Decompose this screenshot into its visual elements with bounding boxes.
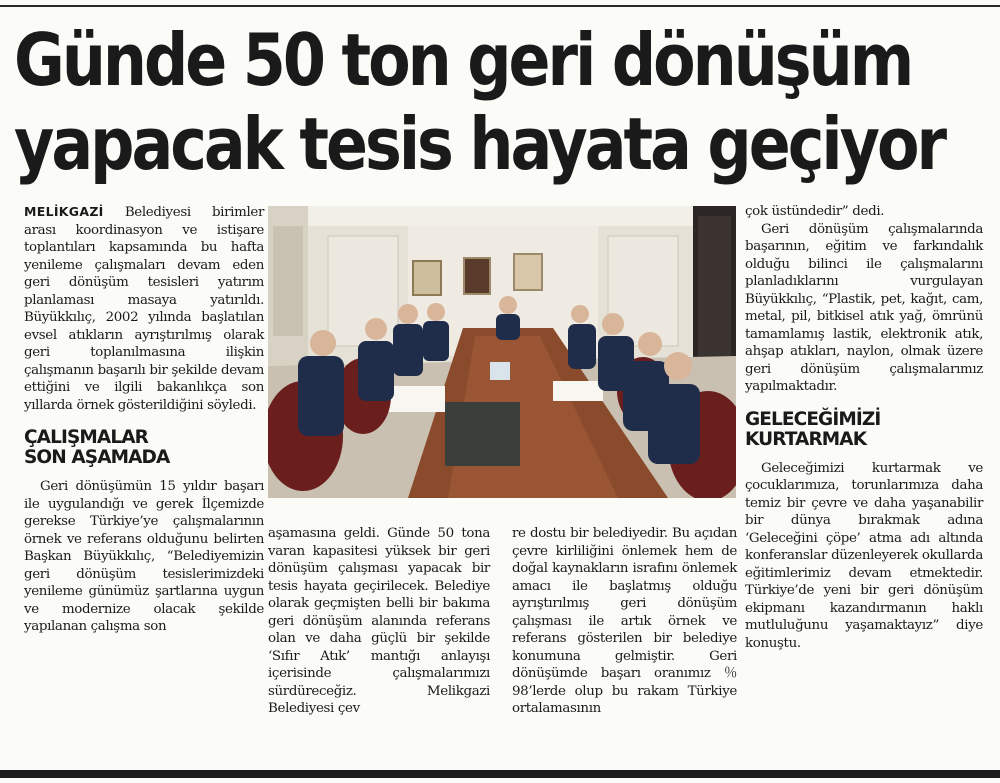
article-column-2 [268,525,490,718]
headline-line-2: yapacak tesis hayata geçiyor [14,102,945,186]
headline [14,18,945,186]
body-paragraph: çok üstündedir” dedi. [745,204,885,219]
subhead-line-2: KURTARMAK [745,428,867,450]
meeting-photo [268,206,736,498]
lead-paragraph [24,203,264,414]
headline-line-1: Günde 50 ton geri dönüşüm [14,18,912,102]
body-paragraph: Geri dönüşüm çalışmalarında başarının, eğitim ve farkındalık olduğu bilinci ile çalışmalarını planladıklarını vurgulayan Büyükkılıç, “Plastik, pet, kağıt, cam, metal, pil, bitkisel atık yağ, ömrünü tamamlamış lastik, elektronik atık, ahşap atıkları, naylon, olmak üzere geri dönüşüm çalışmalarımız yapılmaktadır. [745,221,983,394]
lead-text: Belediyesi birimler arası koordinasyon ve istişare toplantıları kapsamında bu hafta yenileme çalışmaları devam eden geri dönüşüm tesisleri yatırım planlaması masaya yatırıldı. Büyükkılıç, 2002 yılında başlatılan evsel atıkların ayrıştırılmış olarak geri toplanılmasına ilişkin çalışmanın başarılı bir şekilde devam ettiğini ve ilgili bakanlıkça son yıllarda örnek gösterildiğini söyledi. [24,205,264,413]
article-column-3 [512,525,737,718]
subhead-line-1: ÇALIŞMALAR [24,427,148,448]
top-rule [0,5,1000,7]
subhead-line-1: GELECEĞİMİZİ [745,408,881,430]
body-paragraph: Geri dönüşümün 15 yıldır başarı ile uygulandığı ve gerek İlçemizde gerekse Türkiye’ye çalışmalarının örnek ve referans olduğunu belirten Başkan Büyükkılıç, “Belediyemizin geri dönüşüm tesislerimizdeki yenileme günümüz şartlarına uygun ve modernize olacak şekilde yapılanan çalışma son [24,479,264,634]
body-paragraph: aşamasına geldi. Günde 50 tona varan kapasitesi yüksek bir geri dönüşüm çalışması yapacak bir tesis hayata geçirilecek. Belediye olarak geçmişten belli bir bakıma geri dönüşüm alanında referans olan ve daha güçlü bir şekilde ‘Sıfır Atık’ mantığı anlayışı içerisinde çalışmalarımızı sürdüreceğiz. Melikgazi Belediyesi çev [268,526,490,716]
article-column-1 [24,203,264,636]
subhead-line-2: SON AŞAMADA [24,447,170,468]
article-column-4 [745,203,983,652]
body-paragraph: Geleceğimizi kurtarmak ve çocuklarımıza, torunlarımıza daha temiz bir çevre ve daha yaşanabilir bir dünya bırakmak adına ‘Geleceğini çöpe’ atma adı altında konferanslar düzenleyerek okullarda eğitimlerimiz devam etmektedir. Türkiye’de yeni bir geri dönüşüm ekipmanı kazandırmanın haklı mutluluğunu yaşamaktayız” diye konuştu. [745,460,983,651]
bottom-rule [0,770,1000,778]
body-paragraph: re dostu bir belediyedir. Bu açıdan çevre kirliliğini önlemek hem de doğal kaynakların israfını önlemek amacı ile başlatmış olduğu ayrıştırılmış geri dönüşüm çalışması ile artık örnek ve referans gösterilen bir belediye konumuna gelmiştir. Geri dönüşümde başarı oranımız ％ 98’lerde olup bu rakam Türkiye ortalamasının [512,526,737,716]
dateline: MELİKGAZİ [24,204,104,219]
meeting-photo-illustration [268,206,736,498]
subhead-calismalar [24,428,264,468]
subhead-gelecegimizi [745,410,983,450]
